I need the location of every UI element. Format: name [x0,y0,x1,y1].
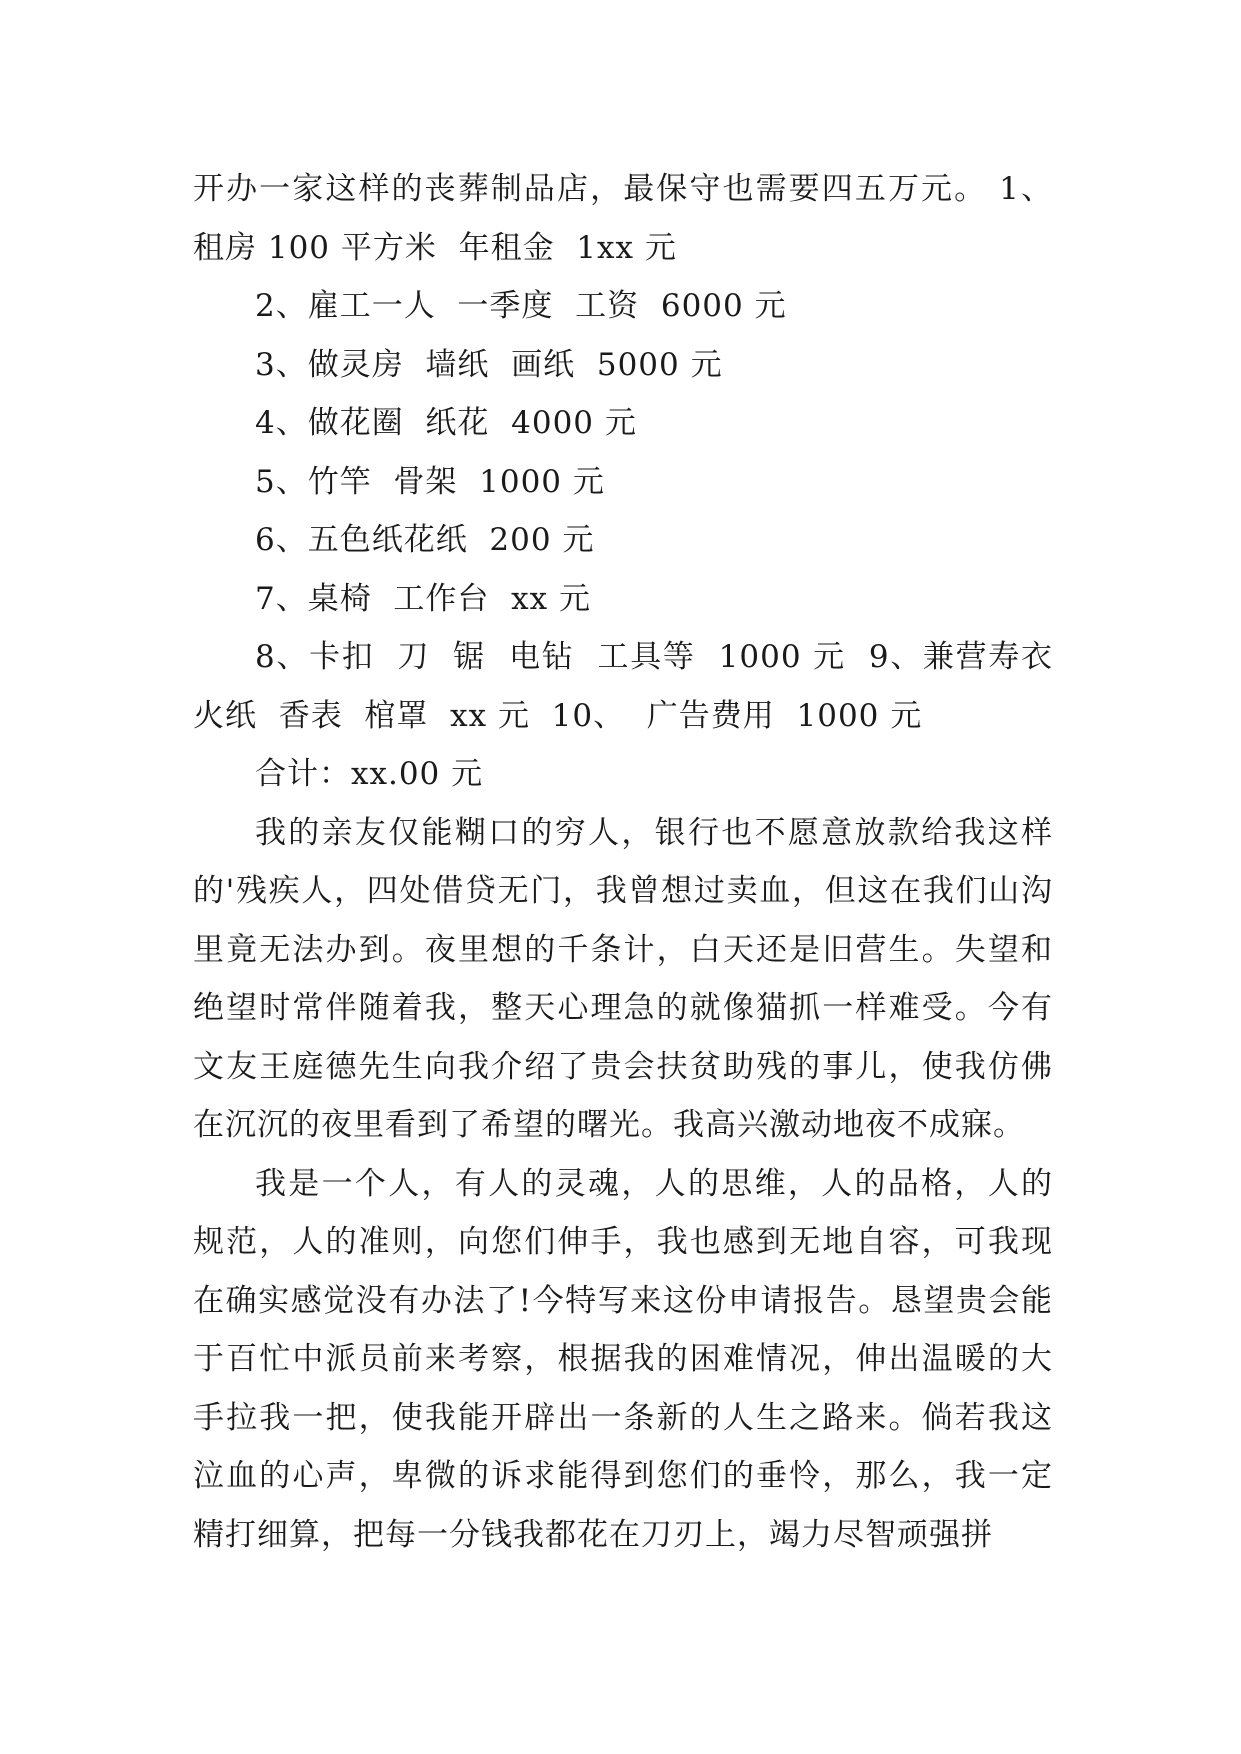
document-page [193,160,1075,1564]
paragraph-intro-rent: 开办一家这样的丧葬制品店，最保守也需要四五万元。 1、租房 100 平方米 年租金 1xx 元 [193,171,1053,266]
paragraph-situation: 我的亲友仅能糊口的穷人，银行也不愿意放款给我这样的'残疾人，四处借贷无门，我曾想过卖血，但这在我们山沟里竟无法办到。夜里想的千条计，白天还是旧营生。失望和绝望时常伴随着我，整天心理急的就像猫抓一样难受。今有文友王庭德先生向我介绍了贵会扶贫助残的事儿，使我仿佛在沉沉的夜里看到了希望的曙光。我高兴激动地夜不成寐。 [193,814,1053,1143]
list-item-spirit-house: 3、做灵房 墙纸 画纸 5000 元 [255,346,723,383]
paragraph-request: 我是一个人，有人的灵魂，人的思维，人的品格，人的规范，人的准则，向您们伸手，我也感到无地自容，可我现在确实感觉没有办法了!今特写来这份申请报告。恳望贵会能于百忙中派员前来考察，根据我的困难情况，伸出温暖的大手拉我一把，使我能开辟出一条新的人生之路来。倘若我这泣血的心声，卑微的诉求能得到您们的垂怜，那么，我一定精打细算，把每一分钱我都花在刀刃上，竭力尽智顽强拼 [193,1165,1053,1553]
list-item-bamboo: 5、竹竿 骨架 1000 元 [255,463,605,500]
list-item-tools-and-more: 8、卡扣 刀 锯 电钻 工具等 1000 元 9、兼营寿衣 火纸 香表 棺罩 xx 元 10、 广告费用 1000 元 [193,639,1075,734]
list-item-employee: 2、雇工一人 一季度 工资 6000 元 [255,288,787,324]
list-item-furniture: 7、桌椅 工作台 xx 元 [255,580,591,617]
list-item-colored-paper: 6、五色纸花纸 200 元 [255,522,595,558]
list-item-wreath: 4、做花圈 纸花 4000 元 [255,405,637,441]
total-line: 合计：xx.00 元 [255,756,484,792]
